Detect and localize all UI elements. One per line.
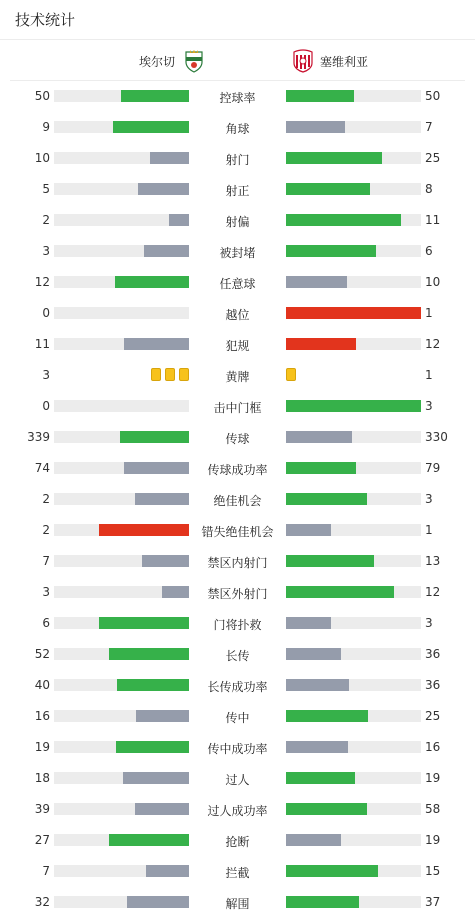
stat-label: 任意球 [219,277,256,291]
home-bar [169,214,189,226]
stat-row [0,143,475,174]
away-bar-track [286,617,421,629]
stat-row [0,329,475,360]
away-bar [286,338,356,350]
stat-label: 长传 [225,649,250,663]
stat-row [0,515,475,546]
away-bar-track [286,183,421,195]
stat-row [0,887,475,918]
away-bar [286,555,374,567]
away-bar-track [286,648,421,660]
home-bar-track [54,90,189,102]
home-bar [144,245,189,257]
away-value: 19 [425,771,441,785]
home-value: 5 [42,182,50,196]
home-value: 16 [34,709,50,723]
away-bar [286,710,368,722]
away-bar [286,679,349,691]
home-value: 32 [34,895,50,909]
home-bar-track [54,648,189,660]
yellow-card-icon [151,368,161,381]
away-value: 50 [425,89,441,103]
home-bar [146,865,189,877]
stat-row [0,267,475,298]
home-bar [124,338,189,350]
home-bar [99,524,189,536]
away-bar-track [286,307,421,319]
away-value: 3 [425,399,433,413]
stat-label: 拦截 [225,866,250,880]
away-value: 12 [425,585,441,599]
yellow-card-icon [179,368,189,381]
away-bar [286,152,382,164]
stat-row [0,298,475,329]
stat-label: 错失绝佳机会 [201,525,274,539]
home-bar [135,493,189,505]
home-value: 2 [42,213,50,227]
away-value: 25 [425,709,441,723]
away-bar-track [286,152,421,164]
home-bar [142,555,189,567]
away-value: 13 [425,554,441,568]
stat-label: 禁区外射门 [207,587,268,601]
home-value: 11 [34,337,50,351]
home-bar-track [54,679,189,691]
home-bar-track [54,803,189,815]
home-team[interactable] [139,49,205,73]
away-bar [286,741,348,753]
stat-label: 传中成功率 [207,742,268,756]
home-bar-track [54,400,189,412]
away-yellow-cards [286,368,296,382]
home-value: 40 [34,678,50,692]
away-bar-track [286,431,421,443]
home-bar-track [54,462,189,474]
away-bar-track [286,493,421,505]
stat-label: 绝佳机会 [213,494,262,508]
away-team-name: 塞维利亚 [320,54,369,69]
home-bar [109,834,189,846]
home-bar [138,183,189,195]
stat-row [0,236,475,267]
away-value: 1 [425,306,433,320]
stat-label: 禁区内射门 [207,556,268,570]
away-value: 25 [425,151,441,165]
stat-label: 角球 [225,122,250,136]
home-team-name: 埃尔切 [138,54,175,69]
stat-row [0,701,475,732]
away-value: 15 [425,864,441,878]
away-bar-track [286,462,421,474]
section-title: 技术统计 [15,11,76,29]
away-bar [286,90,354,102]
home-bar-track [54,183,189,195]
stat-label: 传球成功率 [207,463,268,477]
away-bar [286,524,331,536]
home-value: 339 [27,430,50,444]
away-value: 11 [425,213,441,227]
home-value: 74 [34,461,50,475]
home-bar [162,586,189,598]
away-value: 37 [425,895,441,909]
away-bar [286,214,401,226]
stat-label: 过人 [225,773,250,787]
stat-row [0,856,475,887]
home-bar [121,90,189,102]
away-value: 16 [425,740,441,754]
away-bar-track [286,772,421,784]
home-bar-track [54,493,189,505]
away-bar [286,307,421,319]
away-value: 36 [425,647,441,661]
home-bar-track [54,865,189,877]
stat-label: 过人成功率 [207,804,268,818]
home-bar-track [54,896,189,908]
home-bar [109,648,189,660]
elche-crest-icon [183,49,205,73]
home-bar [115,276,189,288]
away-value: 58 [425,802,441,816]
stat-label: 射正 [225,184,250,198]
home-bar [113,121,189,133]
home-bar [136,710,189,722]
away-bar-track [286,586,421,598]
away-value: 330 [425,430,448,444]
away-value: 12 [425,337,441,351]
stat-row [0,639,475,670]
home-bar [117,679,189,691]
home-value: 18 [34,771,50,785]
home-value: 3 [42,368,50,382]
home-value: 52 [34,647,50,661]
stat-row [0,360,475,391]
away-team[interactable] [292,49,368,73]
section-header [0,0,475,40]
away-value: 6 [425,244,433,258]
home-bar-track [54,586,189,598]
away-bar [286,431,352,443]
away-value: 19 [425,833,441,847]
away-bar [286,493,367,505]
home-bar-track [54,338,189,350]
stat-row [0,608,475,639]
home-bar-track [54,834,189,846]
stat-label: 黄牌 [225,370,250,384]
away-bar [286,617,331,629]
home-bar [127,896,189,908]
away-bar-track [286,338,421,350]
stat-row [0,81,475,112]
home-bar [124,462,189,474]
away-bar [286,462,356,474]
home-value: 19 [34,740,50,754]
home-bar [150,152,189,164]
stat-label: 传球 [225,432,250,446]
home-value: 10 [34,151,50,165]
away-value: 3 [425,492,433,506]
home-bar-track [54,555,189,567]
stat-label: 击中门框 [213,401,262,415]
away-bar-track [286,524,421,536]
home-bar-track [54,524,189,536]
away-bar-track [286,245,421,257]
stat-row [0,794,475,825]
stat-row [0,174,475,205]
away-value: 36 [425,678,441,692]
yellow-card-icon [165,368,175,381]
away-bar-track [286,555,421,567]
home-value: 2 [42,523,50,537]
away-bar [286,276,347,288]
home-bar-track [54,121,189,133]
home-bar [116,741,189,753]
away-value: 79 [425,461,441,475]
stat-label: 传中 [225,711,250,725]
away-bar [286,400,421,412]
away-bar-track [286,121,421,133]
away-value: 1 [425,523,433,537]
away-value: 8 [425,182,433,196]
yellow-card-icon [286,368,296,381]
away-bar [286,648,341,660]
away-value: 7 [425,120,433,134]
home-bar-track [54,307,189,319]
away-bar [286,803,367,815]
away-bar-track [286,803,421,815]
stat-row [0,763,475,794]
home-bar-track [54,710,189,722]
stat-row [0,732,475,763]
home-value: 0 [42,306,50,320]
away-bar-track [286,90,421,102]
home-value: 7 [42,554,50,568]
away-value: 1 [425,368,433,382]
away-bar [286,834,341,846]
away-bar [286,865,378,877]
home-value: 50 [34,89,50,103]
home-value: 6 [42,616,50,630]
stat-row [0,670,475,701]
stat-row [0,391,475,422]
home-value: 2 [42,492,50,506]
stat-row [0,484,475,515]
away-value: 3 [425,616,433,630]
home-bar-track [54,276,189,288]
home-bar-track [54,741,189,753]
home-value: 0 [42,399,50,413]
away-value: 10 [425,275,441,289]
stat-label: 解围 [225,897,250,911]
stat-row [0,422,475,453]
stat-label: 长传成功率 [207,680,268,694]
home-value: 3 [42,585,50,599]
stat-label: 越位 [225,308,250,322]
away-bar-track [286,276,421,288]
stat-label: 犯规 [225,339,250,353]
away-bar [286,896,359,908]
away-bar-track [286,710,421,722]
stat-row [0,546,475,577]
home-bar [135,803,189,815]
stat-row [0,577,475,608]
stat-row [0,112,475,143]
home-bar-track [54,772,189,784]
away-bar-track [286,214,421,226]
home-value: 39 [34,802,50,816]
home-bar-track [54,431,189,443]
away-bar [286,245,376,257]
home-bar-track [54,214,189,226]
stat-label: 抢断 [225,835,250,849]
home-bar [123,772,189,784]
stat-label: 门将扑救 [213,618,262,632]
home-bar-track [54,245,189,257]
home-bar [120,431,189,443]
away-bar-track [286,679,421,691]
away-bar-track [286,400,421,412]
away-bar [286,772,355,784]
stat-row [0,825,475,856]
home-value: 12 [34,275,50,289]
away-bar-track [286,896,421,908]
home-value: 27 [34,833,50,847]
away-bar [286,121,345,133]
home-bar-track [54,152,189,164]
home-value: 7 [42,864,50,878]
home-bar [99,617,189,629]
stat-label: 控球率 [219,91,256,105]
away-bar-track [286,865,421,877]
away-bar-track [286,834,421,846]
home-value: 9 [42,120,50,134]
stat-label: 射偏 [225,215,250,229]
away-bar [286,183,370,195]
away-bar [286,586,394,598]
stat-row [0,205,475,236]
home-bar-track [54,617,189,629]
stat-label: 被封堵 [219,246,256,260]
home-yellow-cards [151,368,189,382]
sevilla-crest-icon [292,49,314,73]
stat-row [0,453,475,484]
home-value: 3 [42,244,50,258]
teams-header [10,40,465,81]
away-bar-track [286,741,421,753]
stat-label: 射门 [225,153,250,167]
